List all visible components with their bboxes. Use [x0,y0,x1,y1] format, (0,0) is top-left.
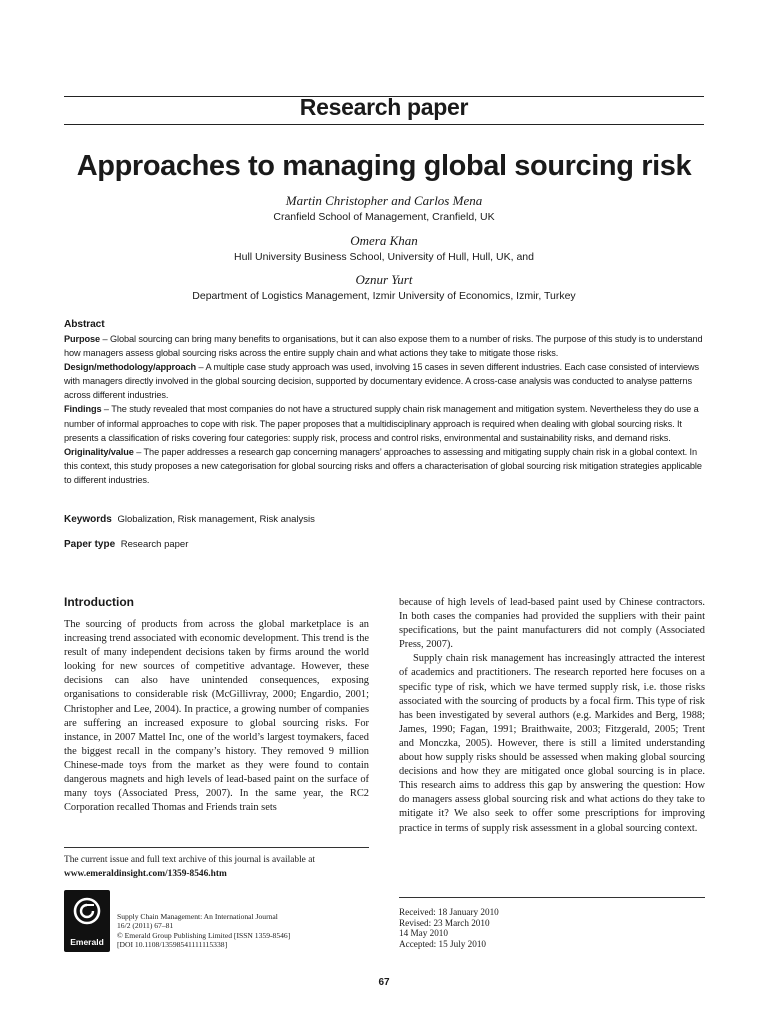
journal-volume: 16/2 (2011) 67–81 [117,921,174,931]
right-column [399,596,705,836]
date-revised: Revised: 23 March 2010 [399,917,490,928]
paper-type-text: Research paper [120,539,189,550]
keywords [64,514,315,525]
archive-text: The current issue and full text archive of this journal is available at [64,855,315,865]
introduction-paragraph-2: Supply chain risk management has increasingly attracted the interest of academics and practitioners. The research reported here focuses on a specific type of risk, which we have termed supply risk, i.e. those risks associated with the sourcing of products by a focal firm. This type of risk has been investigated by several authors (e.g. Markides and Berg, 1988; James, 1990; Fagan, 1991; Braithwaite, 2003; Fitzgerald, 2005; Trent and Monczka, 2005). However, there is still a limited understanding about how supply risks should be assessed when making global sourcing decisions and how they are mitigated once global sourcing is in place. This research aims to address this gap by answering the question: How do managers assess global sourcing risk and what actions do they take to mitigate it? We also seek to offer some prescriptions for improving practice in terms of supply risk assessment in a global sourcing context. [399,653,705,834]
abstract [64,318,708,487]
journal-info [117,912,367,950]
left-column [64,618,369,815]
keywords-text: Globalization, Risk management, Risk analysis [117,514,315,525]
abstract-findings-text: – The study revealed that most companies do not have a structured supply chain risk management and mitigation system. Nevertheless they do use a number of informal approaches to cope with risk. The paper proposes that a multidisciplinary approach is required when dealing with global sourcing risks. It presents a classification of risks covering four categories: supply risk, process and control risks, environmental and sustainability risks, and demand risks. [64,404,699,443]
author-names-2: Omera Khan [350,233,418,248]
emerald-swirl-icon [72,896,102,926]
introduction-heading: Introduction [64,595,134,609]
journal-copyright: © Emerald Group Publishing Limited [ISSN 1359-8546] [117,930,291,940]
abstract-purpose-label: Purpose [64,334,101,344]
paper-type [64,539,188,550]
logo-wordmark: Emerald [70,937,104,947]
abstract-purpose [64,332,708,360]
abstract-originality [64,445,708,487]
keywords-label: Keywords [64,514,112,525]
abstract-design-text: – A multiple case study approach was used, involving 15 cases in seven different industries. Each case consisted of interviews with managers directly involved in the global sourcing decision, supported by documentary evidence. A cross-case analysis was conducted to analyse patterns across different industries. [64,362,699,401]
introduction-paragraph-1: The sourcing of products from across the global marketplace is an increasing trend associated with economic development. This trend is the result of many independent decisions taken by firms around the world looking for new sources of competitive advantage. However, these decisions can also have unintended consequences, exposing organisations to considerable risk (McGillivray, 2000; Engardio, 2001; Christopher and Lee, 2004). In practice, a growing number of companies are suffering an increased exposure to global sourcing risks. For instance, in 2007 Mattel Inc, one of the world’s largest toymakers, faced the biggest recall in the company’s history. They removed 9 million Chinese-made toys from the market as they were found to contain dangerous magnets and high levels of lead-based paint on the surface of many toys (Associated Press, 2007). In the same year, the RC2 Corporation recalled Thomas and Friends train sets [64,619,369,814]
date-revised-2: 14 May 2010 [399,928,448,938]
journal-doi: [DOI 10.1108/13598541111115338] [117,940,228,950]
abstract-findings-label: Findings [64,404,102,415]
page-number: 67 [378,977,390,988]
journal-title: Supply Chain Management: An International Journal [117,912,278,921]
date-received: Received: 18 January 2010 [399,907,499,917]
abstract-originality-text: – The paper addresses a research gap concerning managers’ approaches to assessing and mitigating supply chain risk in a global context. In this context, this study proposes a new categorisation for global sourcing risks and offers a characterisation of global sourcing risk mitigation strategies applicable to different industries. [64,446,702,485]
abstract-design [64,360,708,402]
author-affiliation-1: Cranfield School of Management, Cranfield, UK [273,211,495,223]
abstract-originality-label: Originality/value [64,446,134,457]
author-affiliation-3: Department of Logistics Management, Izmir University of Economics, Izmir, Turkey [192,290,576,302]
emerald-logo [64,890,110,952]
footnote-divider [64,847,369,848]
author-names-1: Martin Christopher and Carlos Mena [285,193,483,208]
abstract-heading: Abstract [64,319,105,330]
paper-title: Approaches to managing global sourcing risk [76,150,692,182]
paper-type-label: Paper type [64,539,116,550]
introduction-paragraph-continued: because of high levels of lead-based paint used by Chinese contractors. In both cases the companies had provided the suppliers with their paint specifications, but the paint manufacturers did not comply (Associated Press, 2007). [399,597,705,651]
article-type-header: Research paper [299,94,469,120]
date-accepted: Accepted: 15 July 2010 [399,938,487,949]
abstract-purpose-text: – Global sourcing can bring many benefits to organisations, but it can also expose them to a number of risks. The purpose of this study is to understand how managers assess global sourcing risks across the entire supply chain and what actions they take to mitigate those risks. [64,334,703,359]
article-dates [399,907,499,949]
archive-link[interactable]: www.emeraldinsight.com/1359-8546.htm [64,868,227,879]
dates-divider [399,897,705,898]
author-names-3: Oznur Yurt [355,272,413,287]
journal-archive-note [64,854,369,881]
abstract-design-label: Design/methodology/approach [64,362,197,373]
header-rule [64,124,704,125]
abstract-findings [64,402,708,444]
author-affiliation-2: Hull University Business School, University of Hull, Hull, UK, and [234,251,534,263]
